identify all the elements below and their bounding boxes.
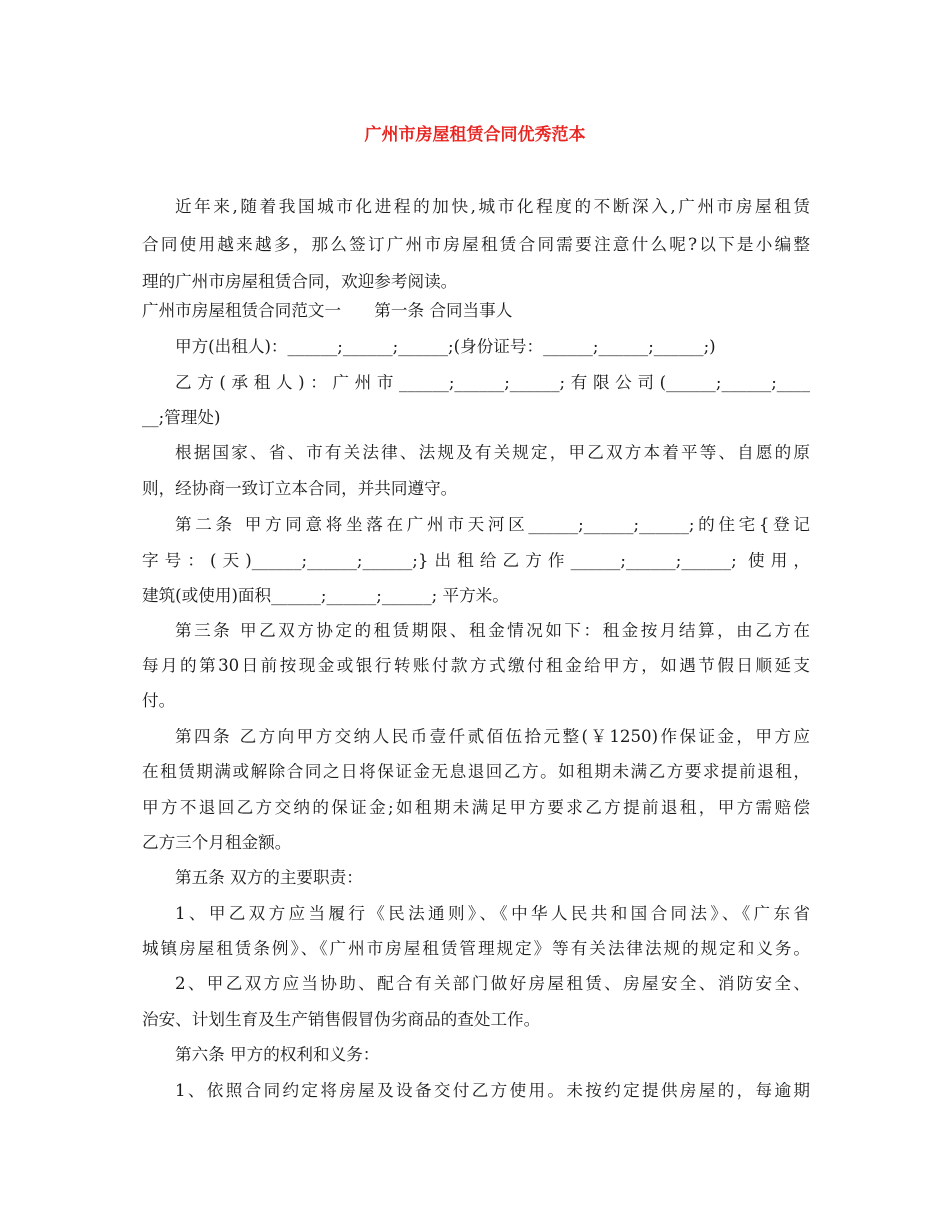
body-line: 根据国家、省、市有关法律、法规及有关规定，甲乙双方本着平等、自愿的原 — [175, 443, 810, 462]
body-line: 第五条 双方的主要职责： — [175, 868, 363, 887]
body-line: 甲方(出租人)：______;______;______;(身份证号：______;______;______;) — [175, 337, 716, 356]
body-line: 广州市房屋租赁合同范文一 第一条 合同当事人 — [142, 301, 513, 320]
body-line: 近年来,随着我国城市化进程的加快,城市化程度的不断深入,广州市房屋租赁 — [175, 197, 810, 216]
body-line: 合同使用越来越多，那么签订广州市房屋租赁合同需要注意什么呢?以下是小编整 — [142, 235, 810, 254]
body-line: 付。 — [142, 691, 176, 710]
body-line: 建筑(或使用)面积______;______;______; 平方米。 — [142, 586, 509, 605]
body-line: __;管理处) — [142, 408, 221, 427]
body-line: 1、甲乙双方应当履行《民法通则》、《中华人民共和国合同法》、《广东省 — [175, 904, 810, 923]
body-line: 第二条 甲方同意将坐落在广州市天河区______;______;______;的住宅{登记 — [175, 515, 810, 534]
body-line: 理的广州市房屋租赁合同，欢迎参考阅读。 — [142, 272, 458, 291]
body-line: 字号：(天)______;______;______;}出租给乙方作______;______;______; 使用， — [142, 551, 810, 570]
body-line: 则，经协商一致订立本合同，并共同遵守。 — [142, 479, 458, 498]
body-line: 乙方(承租人)：广州市______;______;______;有限公司(______;______;____ — [175, 373, 810, 392]
body-line: 治安、计划生育及生产销售假冒伪劣商品的查处工作。 — [142, 1010, 541, 1029]
body-line: 1、依照合同约定将房屋及设备交付乙方使用。未按约定提供房屋的，每逾期 — [175, 1081, 810, 1100]
body-line: 在租赁期满或解除合同之日将保证金无息退回乙方。如租期未满乙方要求提前退租， — [142, 762, 810, 781]
body-line: 甲方不退回乙方交纳的保证金;如租期未满足甲方要求乙方提前退租，甲方需赔偿 — [142, 798, 810, 817]
body-line: 第六条 甲方的权利和义务： — [175, 1045, 380, 1064]
body-line: 第四条 乙方向甲方交纳人民币壹仟贰佰伍拾元整(￥1250)作保证金，甲方应 — [175, 727, 810, 746]
body-line: 城镇房屋租赁条例》、《广州市房屋租赁管理规定》等有关法律法规的规定和义务。 — [142, 939, 810, 958]
body-line: 乙方三个月租金额。 — [142, 833, 292, 852]
body-line: 2、甲乙双方应当协助、配合有关部门做好房屋租赁、房屋安全、消防安全、 — [175, 974, 810, 993]
body-line: 第三条 甲乙双方协定的租赁期限、租金情况如下：租金按月结算，由乙方在 — [175, 621, 810, 640]
document-title: 广州市房屋租赁合同优秀范本 — [364, 125, 586, 145]
body-line: 每月的第30日前按现金或银行转账付款方式缴付租金给甲方，如遇节假日顺延支 — [142, 656, 810, 675]
